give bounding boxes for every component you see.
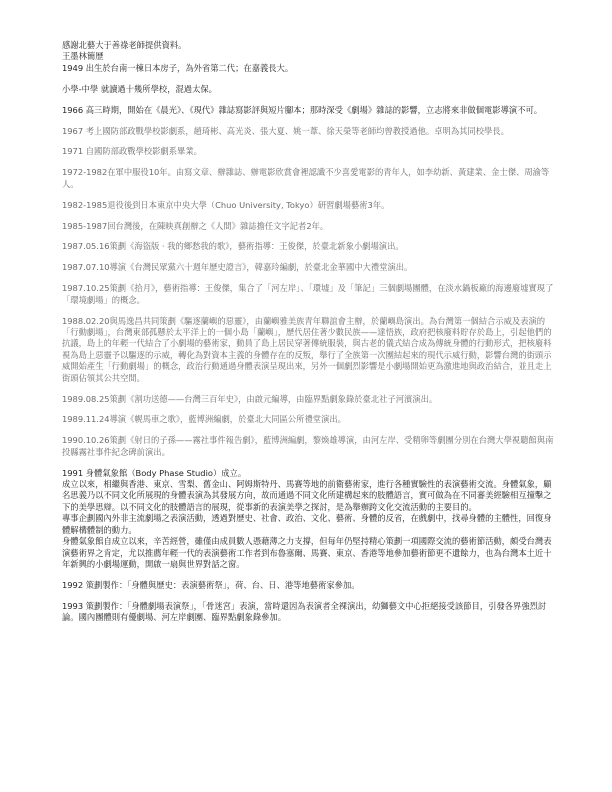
resume-entry: 1966 高三時期，開始在《晨光》、《現代》雜誌寫影評與短片腳本；那時深受《劇場》雜誌的影響，立志將來非做個電影導演不可。	[62, 104, 543, 115]
resume-entry: 1987.05.16策劃《海盜版 · 我的鄉愁我的歌》，藝術指導：王俊傑，於臺北新象小劇場演出。	[62, 241, 404, 252]
thanks-note: 感謝北藝大于善祿老師提供資料。	[62, 40, 187, 50]
document-page	[62, 40, 557, 624]
resume-entry: 1985-1987回台灣後，在陳映真創辦之《人間》雜誌擔任文字記者2年。	[62, 220, 329, 231]
resume-entry: 1987.10.25策劃《拾月》，藝術指導：王俊傑，集合了「河左岸」、「環墟」及「筆記」三個劇場團體，在淡水鍋板廠的海邊廢墟實現了「環境劇場」的概念。	[62, 283, 554, 305]
resume-entry: 1991 身體氣象館（Body Phase Studio）成立。	[62, 467, 247, 478]
entry-list	[62, 63, 557, 624]
resume-entry: 1992 策劃製作：「身體與歷史：表演藝術祭」，荷、台、日、港等地藝術家參加。	[62, 579, 360, 590]
resume-entry: 1949 出生於台南一棟日本房子，為外省第二代；在嘉義長大。	[62, 62, 294, 73]
resume-entry: 1987.07.10導演《台灣民眾黨六十週年歷史證言》，韓嘉玲編劇，於臺北金華國中大禮堂演出。	[62, 262, 413, 273]
resume-entry: 1990.10.26策劃《射日的子孫——霧社事件報告劇》，藍博洲編劇，黎煥雄導演，由河左岸、受精卵等劇團分別在台灣大學視聽館與南投縣霧社事件紀念碑前演出。	[62, 435, 554, 457]
resume-entry: 1988.02.20與馬逸昌共同策劃《驅逐蘭嶼的惡靈》，由蘭嶼雅美族青年聯誼會主辦，於蘭嶼島演出。為台灣第一個結合示威及表演的「行動劇場」，台灣東部孤懸於太平洋上的一個小島「蘭嶼」，歷代居住著少數民族——達悟族，政府把核廢料貯存於島上，引起他們的抗議，島上的年輕一代結合了小劇場的藝術家，動員了島上居民穿著傳統服裝，與古老的儀式結合成為傳統身體的行動形式，把核廢料視為島上惡靈予以驅逐的示威，轉化為對資本主義的身體存在的反叛，舉行了全族第一次團結起來的現代示威行動，影響台灣的街頭示威開始產生「行動劇場」的概念，政治行動通過身體表演呈現出來，另外一個劇烈影響是小劇場開始更為激進地與政治結合，並且走上街頭佔領其公共空間。	[62, 315, 552, 383]
resume-entry: 1972-1982在軍中服役10年。由寫文章、辦雜誌、辦電影欣賞會裡認識不少喜愛電影的青年人，如李幼新、黃建業、金士傑、周渝等人。	[62, 167, 550, 189]
resume-entry: 成立以來，相繼與香港、東京、雪梨、舊金山、阿姆斯特丹、馬賽等地的前衛藝術家，進行各種實驗性的表演藝術交流。身體氣象，顧名思義乃以不同文化所展現的身體表演為其發展方向，故而通過不同文化所建構起來的肢體語言，實可做為在不同審美經驗相互撞擊之下的美學思辯。以不同文化的肢體語言的展現，從事新的表演美學之探討，是為舉辦跨文化交流活動的主要目的。	[62, 479, 552, 512]
resume-entry: 1993 策劃製作：「身體劇場表演祭」，「骨迷宮」表演，當時還因為表演者全裸演出，幼獅藝文中心拒絕接受該節目，引發各界強烈討論。國內團體則有優劇場、河左岸劇團、臨界點劇象錄參加。	[62, 600, 547, 623]
resume-entry: 1989.11.24導演《幌馬車之歌》，藍博洲編劇，於臺北大同區公所禮堂演出。	[62, 414, 346, 425]
resume-entry: 身體氣象館自成立以來，辛苦經營，雖僅由成員數人憑藉薄之力支撐，但每年仍堅持精心策劃一項國際交流的藝術節活動，頗受台灣表演藝術界之肯定，尤以推薦年輕一代的表演藝術工作者到布魯塞爾、馬賽、東京、香港等地參加藝術節更不遺餘力，也為台灣本土近十年新興的小劇場運動，開啟一扇與世界對話之窗。	[62, 536, 552, 569]
resume-entry: 1971 自國防部政戰學校影劇系畢業。	[62, 146, 202, 157]
resume-entry: 1967 考上國防部政戰學校影劇系，趙琦彬、高光炎、張大夏、姚一葦、徐天榮等老師均曾教授過他。卓明為其同校學長。	[62, 125, 509, 136]
resume-entry: 1982-1985退役後到日本東京中央大學（Chuo University, Tokyo）研習劇場藝術3年。	[62, 199, 390, 210]
resume-entry: 專事企劃國內外非主流劇場之表演活動，透過對歷史、社會、政治、文化、藝術、身體的反省，在戲劇中，找尋身體的主體性，回復身體解構體制的動力。	[62, 513, 552, 535]
resume-entry: 1989.08.25策劃《割功送德——台灣三百年史》，由啟元編導，由臨界點劇象錄於臺北社子河濱演出。	[62, 393, 438, 404]
resume-entry: 小學-中學 就讀過十幾所學校，混過太保。	[62, 83, 217, 94]
resume-title: 王墨林簡歷	[62, 51, 104, 62]
